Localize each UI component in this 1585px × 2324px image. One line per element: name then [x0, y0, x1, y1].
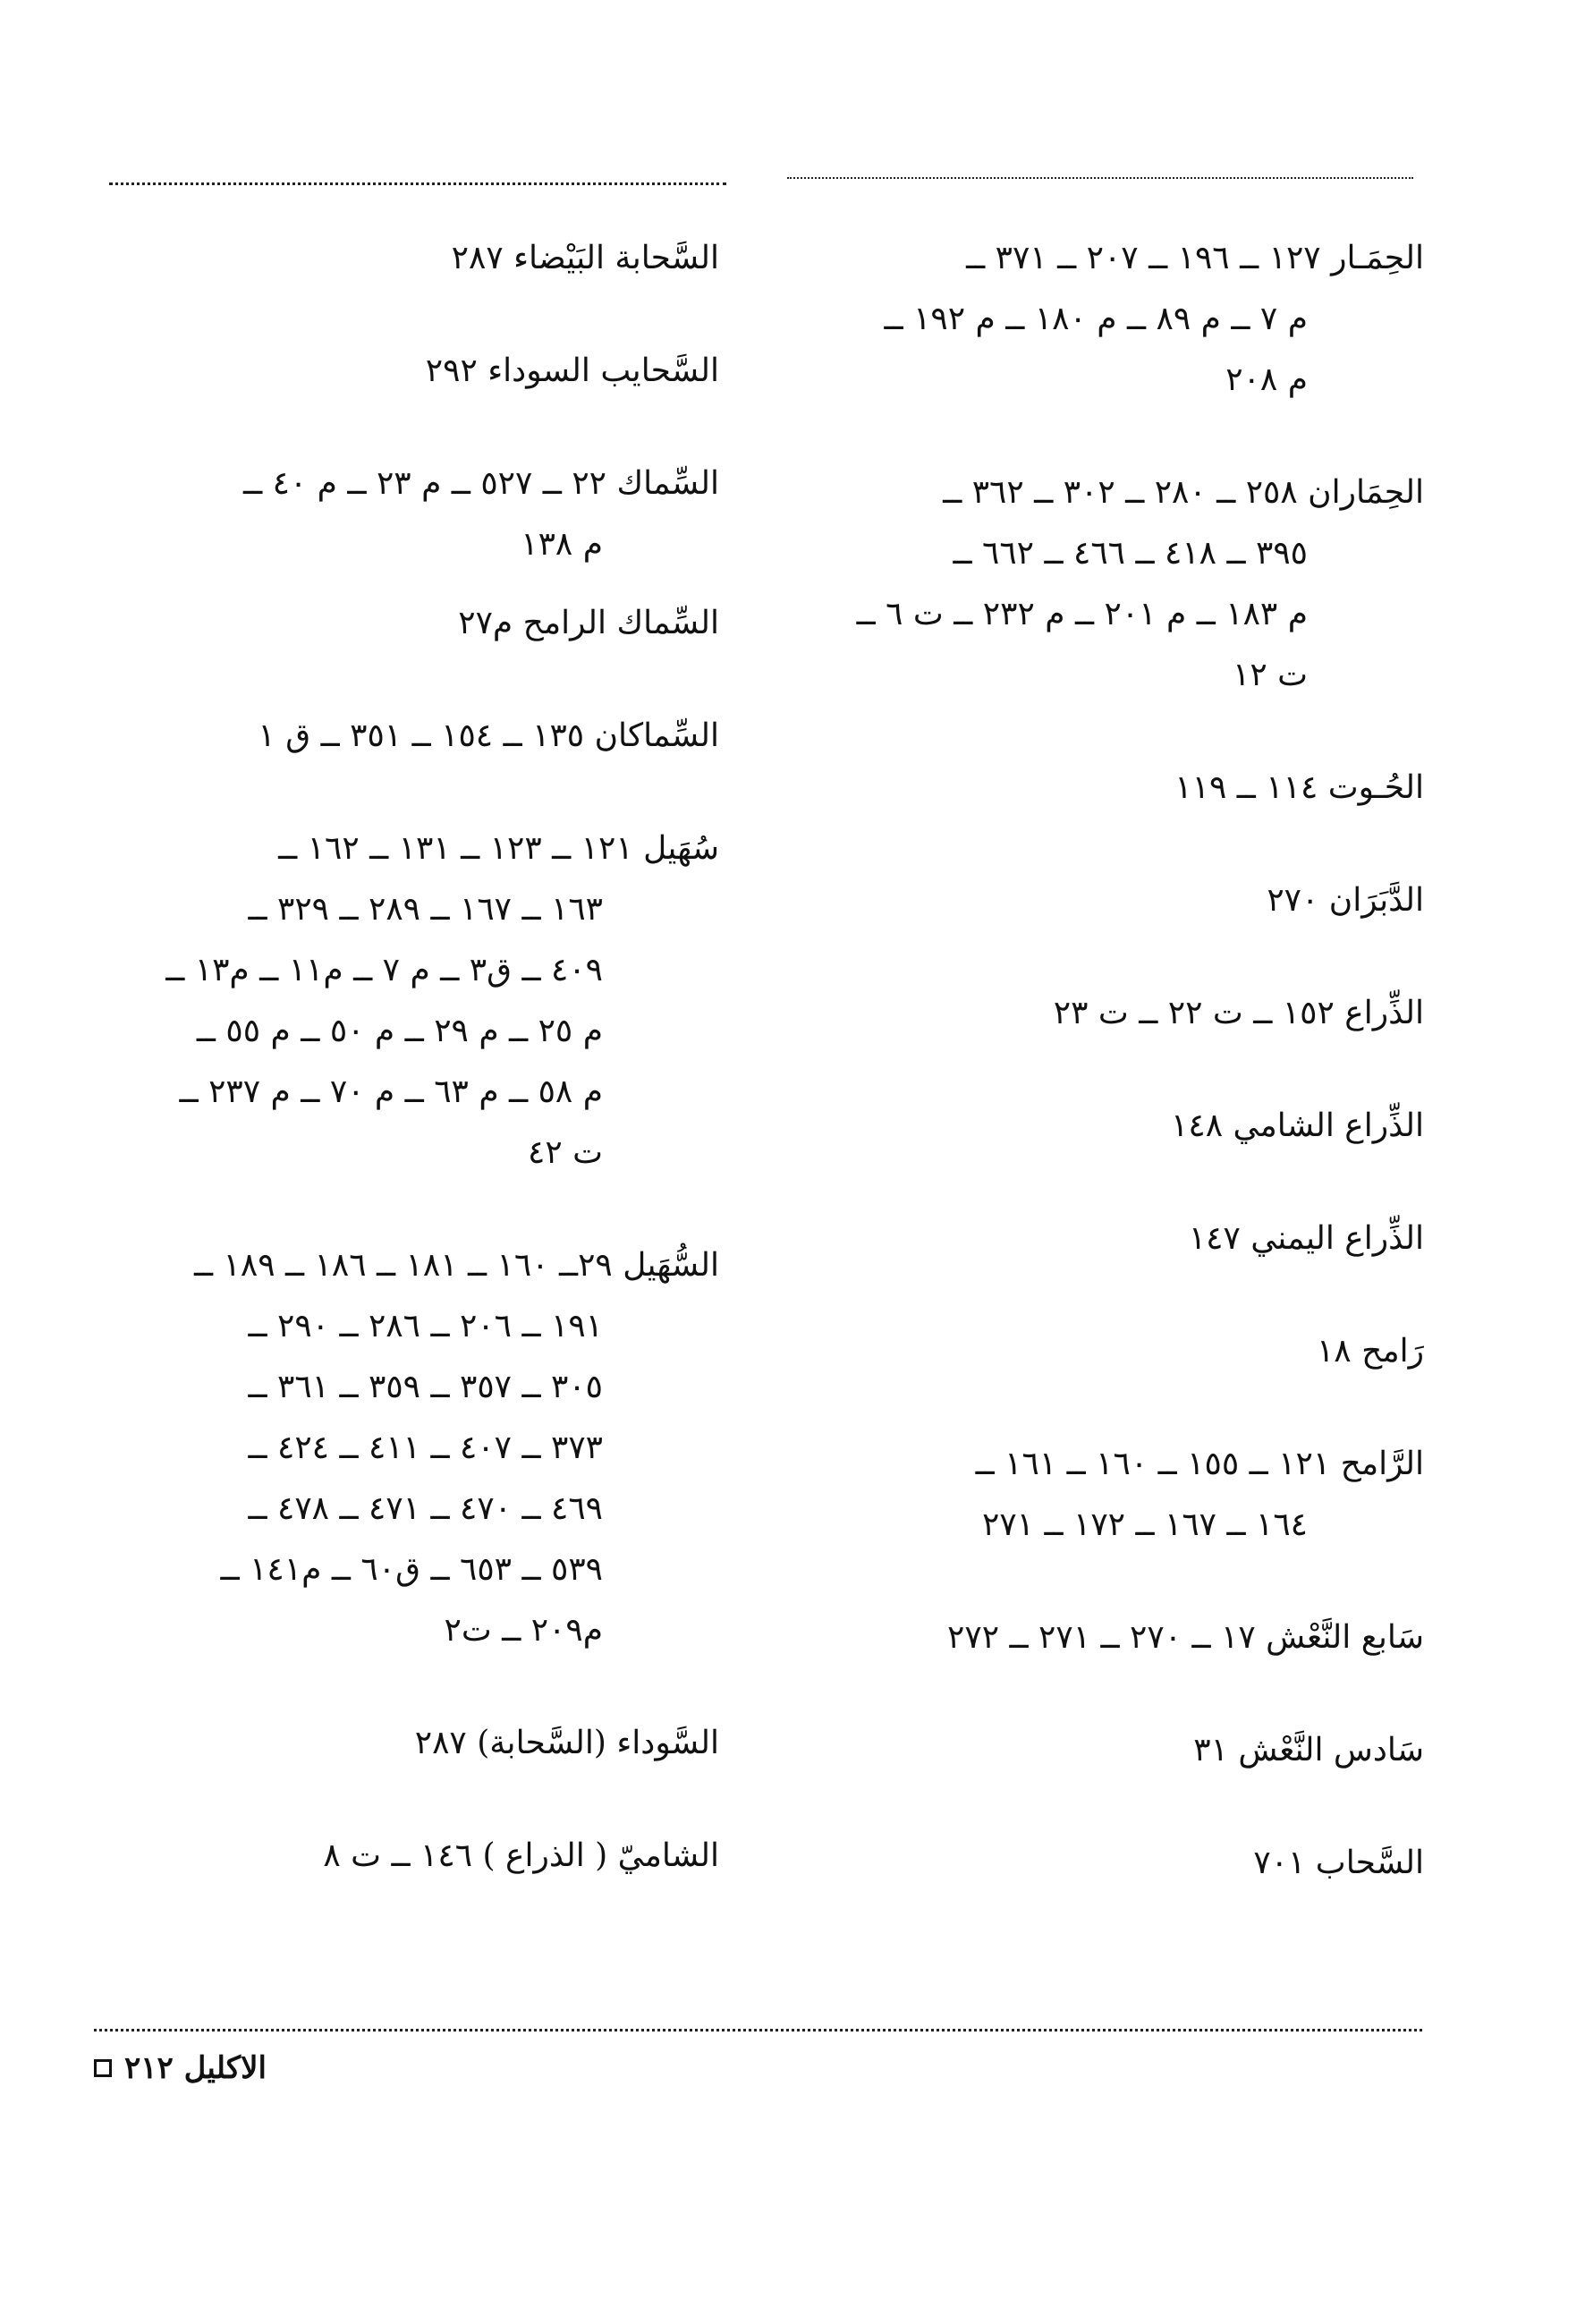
entry-headword-line: الشاميّ ( الذراع ) ١٤٦ ــ ت ٨	[323, 1837, 719, 1874]
entry-headword-line: السِّماك الرامح م٢٧	[458, 605, 719, 641]
index-entry	[39, 1826, 719, 1887]
entry-headword-line: سُهَيل ١٢١ ــ ١٢٣ ــ ١٣١ ــ ١٦٢ ــ	[278, 830, 719, 867]
entry-continuation-line: م ٥٨ ــ م ٦٣ ــ م ٧٠ ــ م ٢٣٧ ــ	[179, 1073, 603, 1110]
index-entry	[39, 706, 719, 767]
entry-headword-line: الذِّراع اليمني ١٤٧	[1188, 1220, 1424, 1257]
index-entry	[744, 1607, 1424, 1668]
entry-headword-line: الذِّراع ١٥٢ ــ ت ٢٢ ــ ت ٢٣	[1053, 995, 1424, 1031]
index-entry	[39, 454, 719, 575]
index-entry	[39, 228, 719, 289]
entry-headword-line: الحِمَاران ٢٥٨ ــ ٢٨٠ ــ ٣٠٢ ــ ٣٦٢ ــ	[943, 474, 1424, 511]
entry-continuation-line: ٤٦٩ ــ ٤٧٠ ــ ٤٧١ ــ ٤٧٨ ــ	[248, 1490, 603, 1527]
index-entry	[744, 1833, 1424, 1894]
entry-headword-line: سَابع النَّعْش ١٧ ــ ٢٧٠ ــ ٢٧١ ــ ٢٧٢	[947, 1619, 1424, 1656]
entry-continuation-line: م ٢٥ ــ م ٢٩ ــ م ٥٠ ــ م ٥٥ ــ	[196, 1013, 603, 1049]
entry-headword-line: رَامح ١٨	[1316, 1333, 1424, 1370]
entry-headword-line: الدَّبَرَان ٢٧٠	[1267, 882, 1424, 919]
entry-headword-line: الحُـوت ١١٤ ــ ١١٩	[1174, 769, 1424, 806]
entry-continuation-line: ١٦٣ ــ ١٦٧ ــ ٢٨٩ ــ ٣٢٩ ــ	[248, 891, 603, 928]
right-column	[744, 228, 1424, 1894]
entry-headword-line: الذِّراع الشامي ١٤٨	[1171, 1107, 1424, 1144]
entry-continuation-line: ١٦٤ ــ ١٦٧ ــ ١٧٢ ــ ٢٧١	[981, 1506, 1308, 1543]
entry-continuation-line: م ١٨٣ ــ م ٢٠١ ــ م ٢٣٢ ــ ت ٦ ــ	[856, 596, 1308, 632]
index-entry	[744, 462, 1424, 706]
index-entry	[744, 870, 1424, 931]
entry-headword-line: السُّهَيل ٢٩ــ ١٦٠ ــ ١٨١ ــ ١٨٦ ــ ١٨٩ ــ	[193, 1247, 719, 1284]
index-entry	[39, 1713, 719, 1774]
entry-headword-line: الحِمَـار ١٢٧ ــ ١٩٦ ــ ٢٠٧ ــ ٣٧١ ــ	[966, 240, 1424, 276]
index-entry	[39, 593, 719, 654]
page-footer	[94, 2050, 267, 2086]
entry-continuation-line: ٤٠٩ ــ ق٣ ــ م ٧ ــ م١١ ــ م١٣ ــ	[165, 952, 603, 988]
entry-continuation-line: ت ٤٢	[527, 1134, 603, 1171]
entry-headword-line: السِّماكان ١٣٥ ــ ١٥٤ ــ ٣٥١ ــ ق ١	[258, 717, 719, 754]
entry-headword-line: الرَّامح ١٢١ ــ ١٥٥ ــ ١٦٠ ــ ١٦١ ــ	[975, 1446, 1424, 1482]
square-icon	[94, 2059, 112, 2077]
index-entry	[39, 1235, 719, 1661]
left-column	[39, 228, 719, 1887]
entry-headword-line: السَّحايب السوداء ٢٩٢	[425, 352, 719, 389]
entry-continuation-line: ٣٠٥ ــ ٣٥٧ ــ ٣٥٩ ــ ٣٦١ ــ	[248, 1369, 603, 1405]
index-entry	[39, 818, 719, 1183]
index-entry	[744, 758, 1424, 818]
entry-headword-line: السِّماك ٢٢ ــ ٥٢٧ ــ م ٢٣ ــ م ٤٠ ــ	[243, 465, 719, 502]
entry-headword-line: السَّحابة البَيْضاء ٢٨٧	[451, 240, 719, 276]
top-divider-left	[109, 182, 726, 185]
entry-headword-line: السَّوداء (السَّحابة) ٢٨٧	[414, 1725, 719, 1761]
footer-label: الاكليل ٢١٢	[124, 2050, 267, 2086]
entry-headword-line: السَّحاب ٧٠١	[1253, 1845, 1424, 1881]
entry-continuation-line: ٥٣٩ ــ ٦٥٣ ــ ق٦٠ ــ م١٤١ ــ	[220, 1551, 603, 1588]
bottom-divider	[94, 2029, 1422, 2031]
index-entry	[744, 1209, 1424, 1269]
index-entry	[744, 1720, 1424, 1781]
index-entry	[744, 1434, 1424, 1556]
index-entry	[39, 341, 719, 402]
entry-headword-line: سَادس النَّعْش ٣١	[1193, 1732, 1424, 1768]
entry-continuation-line: م ٧ ــ م ٨٩ ــ م ١٨٠ ــ م ١٩٢ ــ	[884, 301, 1308, 337]
entry-continuation-line: م٢٠٩ ــ ت٢	[444, 1612, 603, 1649]
top-divider-right	[787, 177, 1413, 179]
entry-continuation-line: ت ١٢	[1232, 657, 1308, 693]
index-entry	[744, 1321, 1424, 1382]
entry-continuation-line: ٣٩٥ ــ ٤١٨ ــ ٤٦٦ ــ ٦٦٢ ــ	[953, 535, 1308, 572]
index-entry	[744, 1096, 1424, 1157]
index-entry	[744, 983, 1424, 1044]
index-entry	[744, 228, 1424, 411]
entry-continuation-line: م ١٣٨	[521, 526, 603, 563]
entry-continuation-line: ٣٧٣ ــ ٤٠٧ ــ ٤١١ ــ ٤٢٤ ــ	[248, 1429, 603, 1466]
entry-continuation-line: ١٩١ ــ ٢٠٦ ــ ٢٨٦ ــ ٢٩٠ ــ	[248, 1308, 603, 1344]
entry-continuation-line: م ٢٠٨	[1225, 361, 1308, 398]
